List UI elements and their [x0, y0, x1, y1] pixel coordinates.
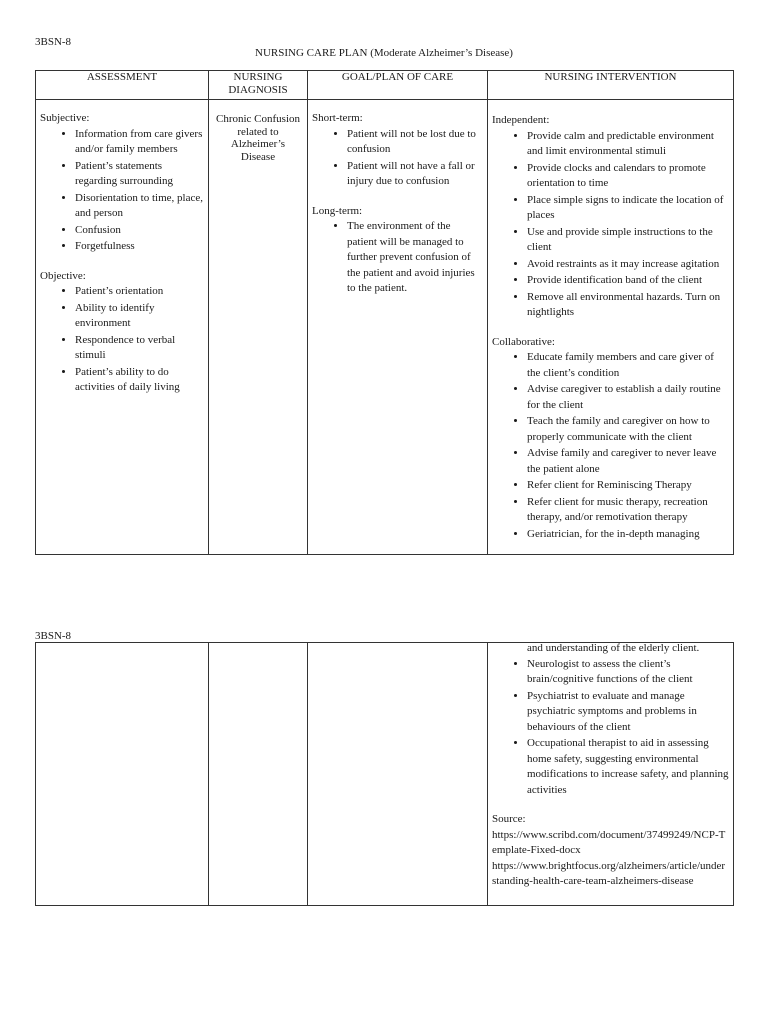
independent-list: [492, 129, 729, 321]
document-code: 3BSN-8: [35, 36, 72, 48]
list-item: • Avoid restraints as it may increase agitation: [527, 257, 729, 273]
header-diagnosis: NURSING DIAGNOSIS: [209, 71, 308, 100]
diagnosis-text: Chronic Confusion related to Alzheimer’s Disease: [215, 113, 301, 163]
continued-line: and understanding of the elderly client.: [527, 642, 700, 654]
list-item: • Advise family and caregiver to never leave the patient alone: [527, 446, 729, 477]
list-item: • Neurologist to assess the client’s brain/cognitive functions of the client: [527, 657, 729, 688]
intervention-cell-continued: [488, 643, 734, 906]
list-item: • Patient’s orientation: [75, 284, 204, 300]
list-item: • Patient’s statements regarding surrounding: [75, 159, 204, 190]
table-row: [36, 100, 734, 555]
list-item: • Refer client for Reminiscing Therapy: [527, 478, 729, 494]
collaborative-list: [492, 350, 729, 542]
assessment-cell: [36, 100, 209, 555]
list-item: • Respondence to verbal stimuli: [75, 333, 204, 364]
care-plan-table-continued: [35, 642, 734, 906]
list-item: • Patient will not be lost due to confusion: [347, 127, 483, 158]
page-title: NURSING CARE PLAN (Moderate Alzheimer’s Disease): [255, 47, 513, 59]
list-item: • Remove all environmental hazards. Turn on nightlights: [527, 290, 729, 321]
list-item: • The environment of the patient will be managed to further prevent confusion of the patient and avoid injuries to the patient.: [347, 219, 483, 297]
list-item: • Advise caregiver to establish a daily routine for the client: [527, 382, 729, 413]
source-link[interactable]: https://www.brightfocus.org/alzheimers/article/understanding-health-care-team-alzheimers-disease: [492, 859, 726, 887]
list-item: • Patient’s ability to do activities of daily living: [75, 365, 204, 396]
long-term-list: [312, 219, 483, 297]
diagnosis-cell: [209, 100, 308, 555]
table-row: [36, 643, 734, 906]
list-item: • Disorientation to time, place, and person: [75, 191, 204, 222]
intervention-cell: [488, 100, 734, 555]
list-item: • Psychiatrist to evaluate and manage psychiatric symptoms and problems in behaviours of the client: [527, 689, 729, 736]
list-item: • Educate family members and care giver of the client’s condition: [527, 350, 729, 381]
list-item: • Place simple signs to indicate the location of places: [527, 193, 729, 224]
list-item: • Geriatrician, for the in-depth managing: [527, 527, 729, 543]
table-header-row: [36, 71, 734, 100]
header-assessment: ASSESSMENT: [36, 71, 209, 100]
subjective-list: [40, 127, 204, 255]
collaborative-label: Collaborative:: [492, 335, 555, 348]
header-intervention: NURSING INTERVENTION: [488, 71, 734, 100]
subjective-label: Subjective:: [40, 112, 90, 124]
short-term-list: [312, 127, 483, 190]
list-item: • Patient will not have a fall or injury due to confusion: [347, 159, 483, 190]
list-item: • Occupational therapist to aid in assessing home safety, suggesting environmental modifications to increase safety, and planning activities: [527, 736, 729, 798]
list-item: • Teach the family and caregiver on how to properly communicate with the client: [527, 414, 729, 445]
list-item: • Confusion: [75, 223, 204, 239]
source-label: Source:: [492, 813, 526, 825]
objective-list: [40, 284, 204, 396]
long-term-label: Long-term:: [312, 204, 363, 217]
list-item: • Refer client for music therapy, recreation therapy, and/or remotivation therapy: [527, 495, 729, 526]
list-item: • Provide calm and predictable environment and limit environmental stimuli: [527, 129, 729, 160]
list-item: • Provide clocks and calendars to promote orientation to time: [527, 161, 729, 192]
list-item: • Information from care givers and/or family members: [75, 127, 204, 158]
document-code-page2: 3BSN-8: [35, 630, 72, 642]
short-term-label: Short-term:: [312, 112, 363, 124]
care-plan-table: [35, 70, 734, 555]
list-item: • Ability to identify environment: [75, 301, 204, 332]
specialist-list: [492, 657, 729, 799]
diagnosis-cell-empty: [209, 643, 308, 906]
source-link[interactable]: https://www.scribd.com/document/37499249/NCP-Template-Fixed-docx: [492, 828, 726, 856]
assessment-cell-empty: [36, 643, 209, 906]
header-goal: GOAL/PLAN OF CARE: [308, 71, 488, 100]
list-item: • Forgetfulness: [75, 239, 204, 255]
list-item: • Use and provide simple instructions to the client: [527, 225, 729, 256]
objective-label: Objective:: [40, 269, 86, 282]
goal-cell: [308, 100, 488, 555]
independent-label: Independent:: [492, 114, 550, 126]
list-item: • Provide identification band of the client: [527, 273, 729, 289]
goal-cell-empty: [308, 643, 488, 906]
